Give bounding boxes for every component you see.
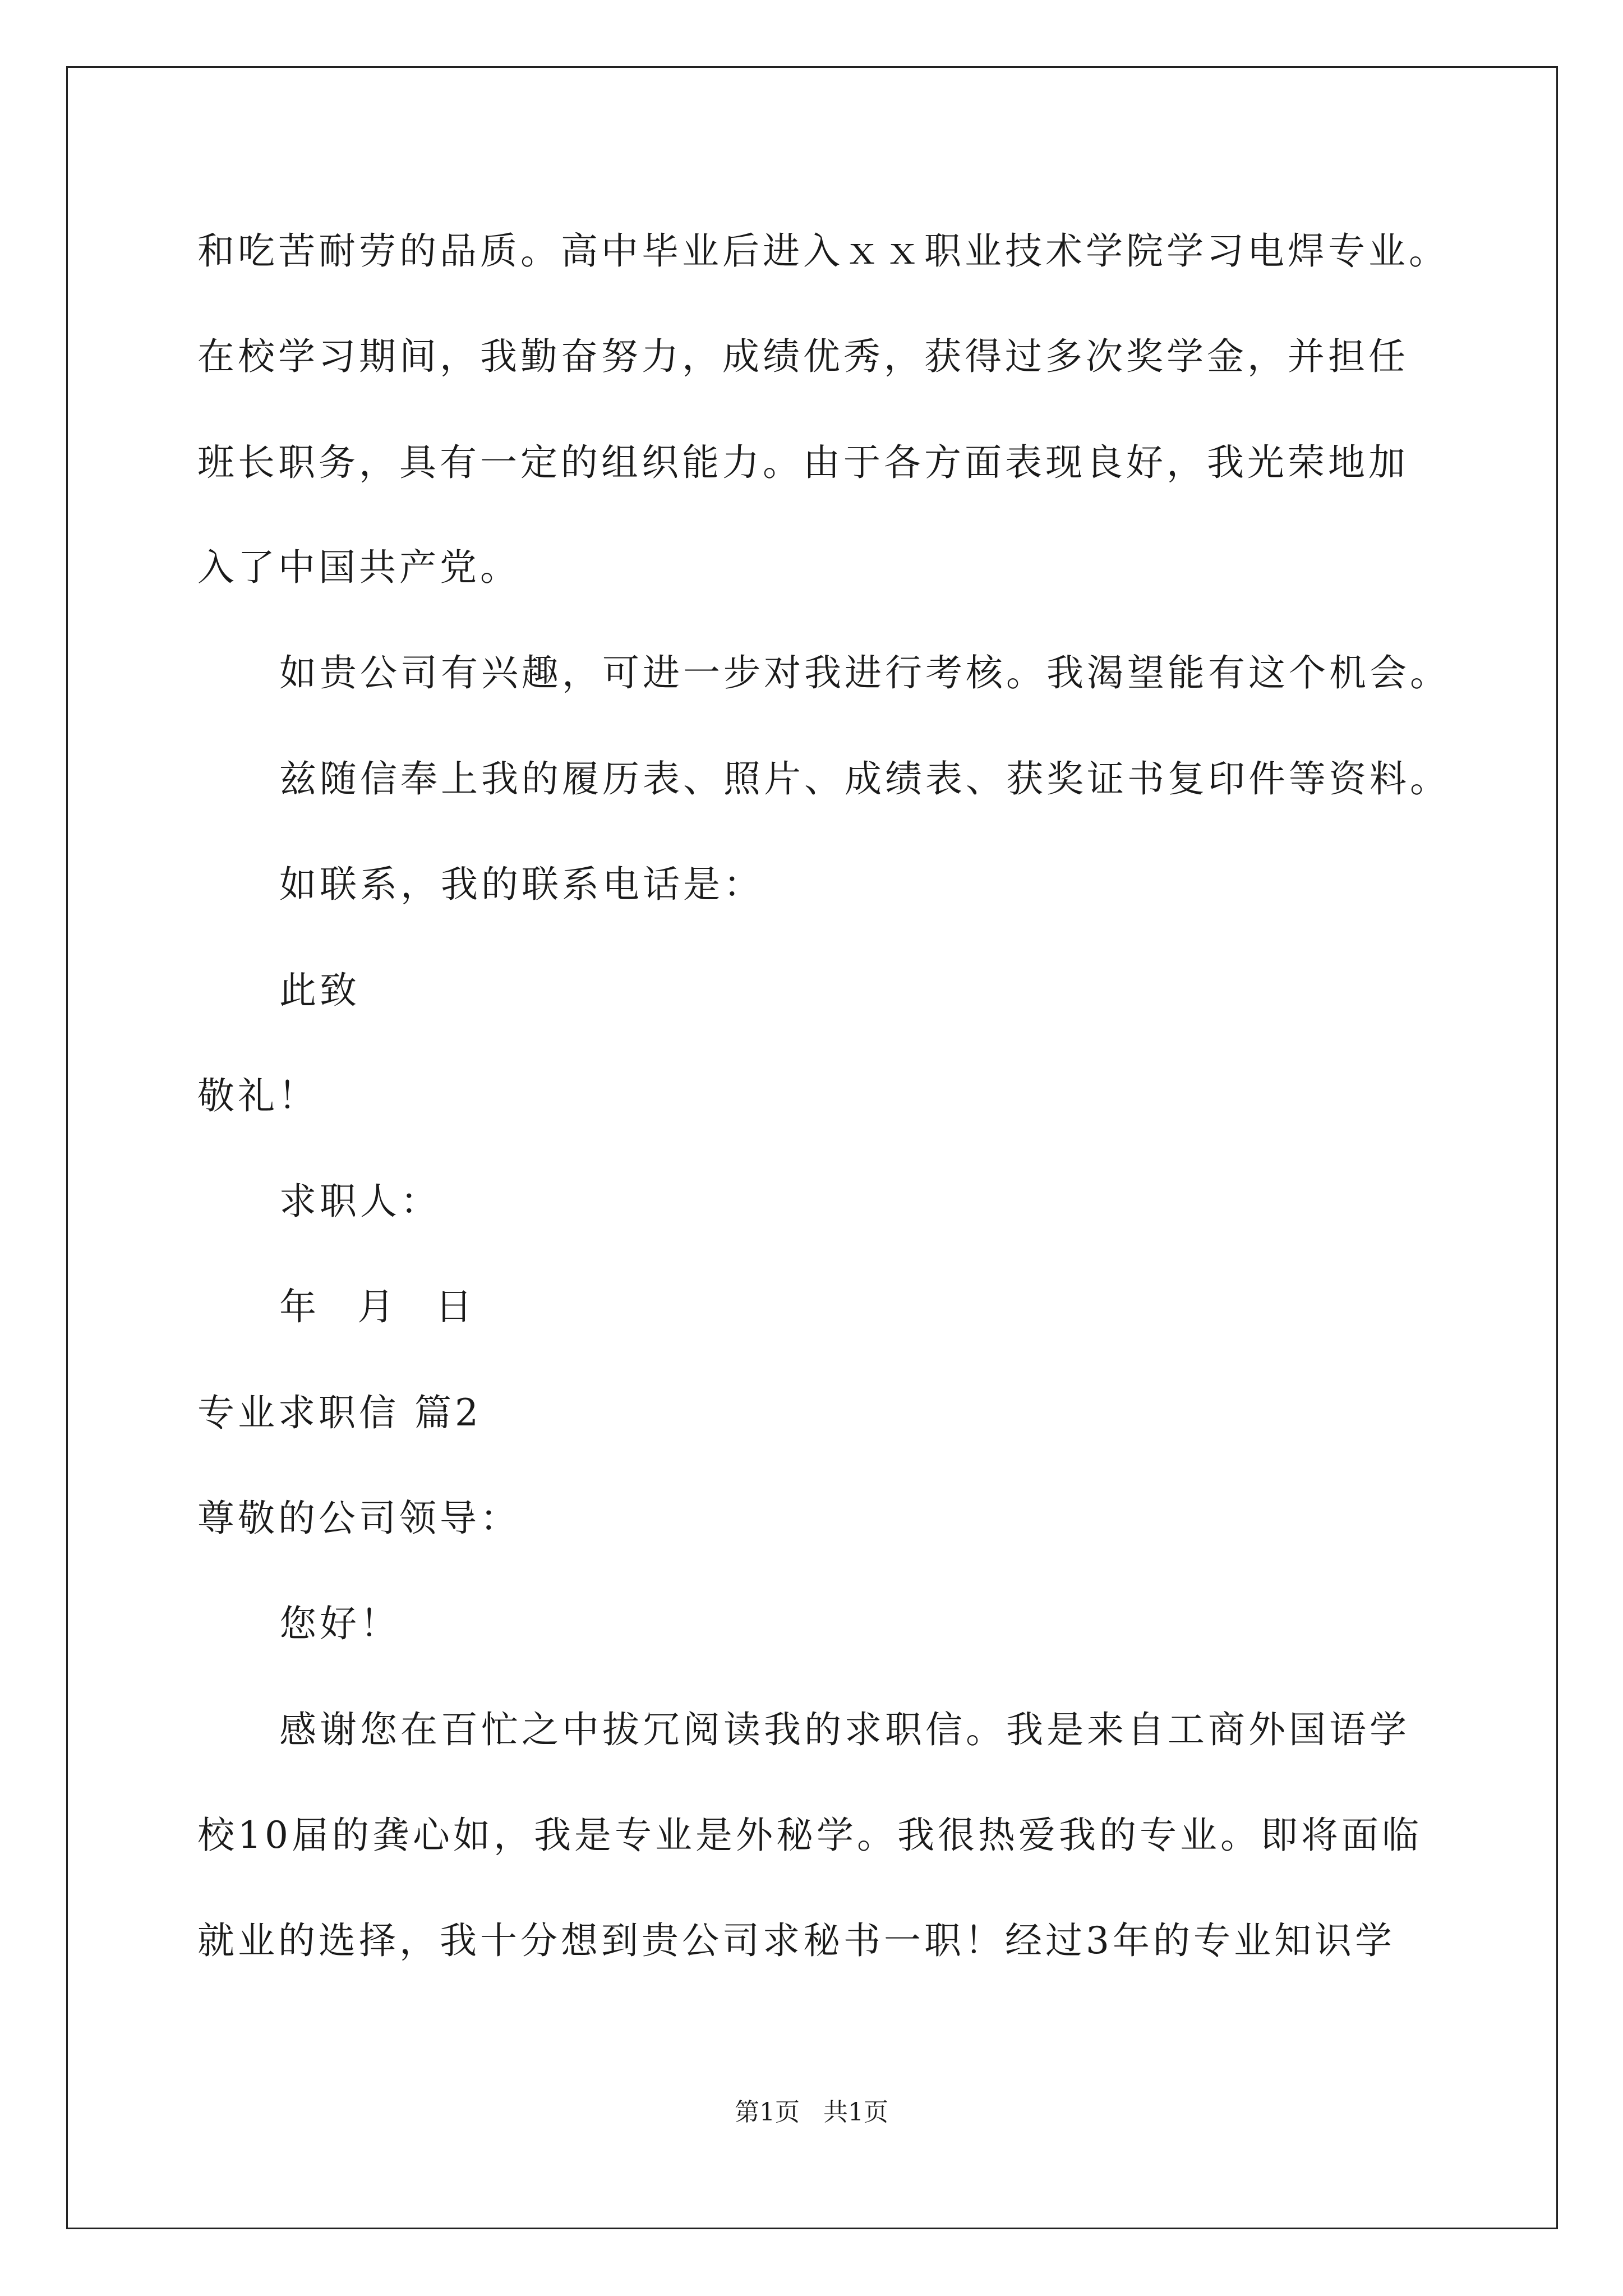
closing-line: 此致 xyxy=(279,969,360,1012)
signature-line: 求职人： xyxy=(279,1180,441,1223)
body-line-16: 校10届的龚心如，我是专业是外秘学。我很热爱我的专业。即将面临 xyxy=(197,1814,1422,1857)
body-line-5: 如贵公司有兴趣，可进一步对我进行考核。我渴望能有这个机会。 xyxy=(279,651,1450,694)
greeting-recipient: 尊敬的公司领导： xyxy=(197,1497,520,1540)
body-line-3: 班长职务，具有一定的组织能力。由于各方面表现良好，我光荣地加 xyxy=(197,441,1409,484)
body-line-7: 如联系，我的联系电话是： xyxy=(279,863,764,906)
body-line-6: 兹随信奉上我的履历表、照片、成绩表、获奖证书复印件等资料。 xyxy=(279,757,1450,800)
greeting-line: 您好！ xyxy=(279,1602,400,1645)
page-footer: 第1页 共1页 xyxy=(735,2098,888,2127)
date-line: 年 月 日 xyxy=(279,1285,476,1328)
body-line-1: 和吃苦耐劳的品质。高中毕业后进入ｘｘ职业技术学院学习电焊专业。 xyxy=(197,229,1449,273)
body-line-15: 感谢您在百忙之中拔冗阅读我的求职信。我是来自工商外国语学 xyxy=(279,1708,1410,1751)
body-line-2: 在校学习期间，我勤奋努力，成绩优秀，获得过多次奖学金，并担任 xyxy=(197,335,1409,378)
section-heading: 专业求职信 篇2 xyxy=(197,1391,482,1434)
body-line-17: 就业的选择，我十分想到贵公司求秘书一职！经过3年的专业知识学 xyxy=(197,1919,1395,1962)
salutation-line: 敬礼！ xyxy=(197,1074,319,1117)
body-line-4: 入了中国共产党。 xyxy=(197,546,520,589)
page-border xyxy=(66,66,1558,2229)
